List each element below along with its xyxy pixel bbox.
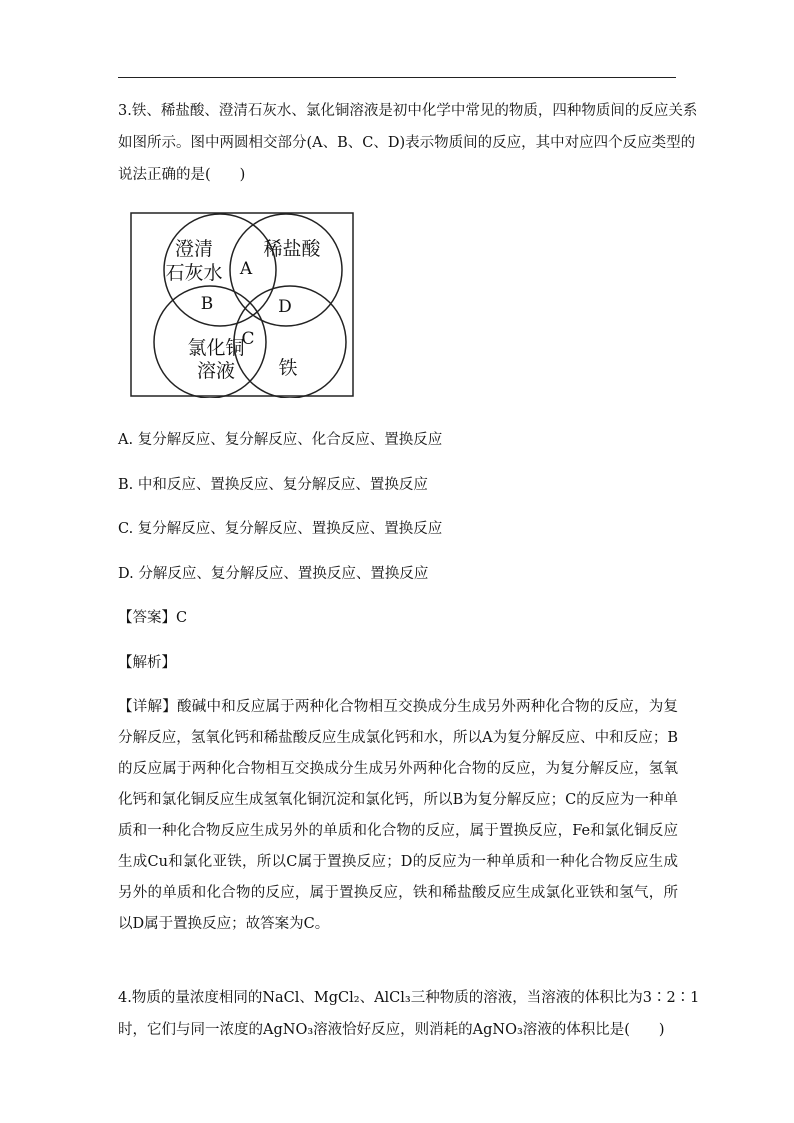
region-c-label: C	[241, 329, 255, 349]
label-limewater-line1: 澄清	[174, 238, 214, 260]
region-b-label: B	[200, 294, 214, 314]
question3-line2: 如图所示。图中两圆相交部分(A、B、C、D)表示物质间的反应，其中对应四个反应类型的	[118, 135, 696, 151]
question4-line1: 4.物质的量浓度相同的NaCl、MgCl₂、AlCl₃三种物质的溶液，当溶液的体积比为3∶2∶1	[118, 990, 700, 1006]
question3-line1: 3.铁、稀盐酸、澄清石灰水、氯化铜溶液是初中化学中常见的物质，四种物质间的反应关系	[118, 103, 698, 119]
region-d-label: D	[278, 297, 292, 317]
label-copper-chloride-line2: 溶液	[196, 360, 236, 382]
label-limewater-line2: 石灰水	[165, 262, 223, 284]
label-hydrochloric-acid: 稀盐酸	[263, 238, 321, 260]
label-copper-chloride-line1: 氯化铜	[187, 337, 245, 359]
explanation-paragraph: 【详解】酸碱中和反应属于两种化合物相互交换成分生成另外两种化合物的反应，为复分解反应，氢氧化钙和稀盐酸反应生成氯化钙和水，所以A为复分解反应、中和反应；B的反应属于两种化合物相互交换成分生成另外两种化合物的反应，为复分解反应，氢氧化钙和氯化铜反应生成氢氧化铜沉淀和氯化钙，所以B为复分解反应；C的反应为一种单质和一种化合物反应生成另外的单质和化合物的反应，属于置换反应，Fe和氯化铜反应生成Cu和氯化亚铁，所以C属于置换反应；D的反应为一种单质和一种化合物反应生成另外的单质和化合物的反应，属于置换反应，铁和稀盐酸反应生成氯化亚铁和氢气，所以D属于置换反应；故答案为C。	[118, 699, 678, 932]
analysis-heading: 【解析】	[118, 655, 176, 671]
option-c: C. 复分解反应、复分解反应、置换反应、置换反应	[118, 521, 443, 537]
header-rule	[118, 77, 676, 78]
region-a-label: A	[239, 259, 253, 279]
venn-diagram	[130, 212, 355, 398]
question4-line2: 时，它们与同一浓度的AgNO₃溶液恰好反应，则消耗的AgNO₃溶液的体积比是( )	[118, 1022, 665, 1038]
label-iron: 铁	[278, 357, 298, 379]
question3-line3: 说法正确的是( )	[118, 167, 246, 183]
option-d: D. 分解反应、复分解反应、置换反应、置换反应	[118, 566, 429, 582]
option-b: B. 中和反应、置换反应、复分解反应、置换反应	[118, 477, 428, 493]
answer-line: 【答案】C	[118, 610, 188, 626]
option-a: A. 复分解反应、复分解反应、化合反应、置换反应	[118, 432, 443, 448]
